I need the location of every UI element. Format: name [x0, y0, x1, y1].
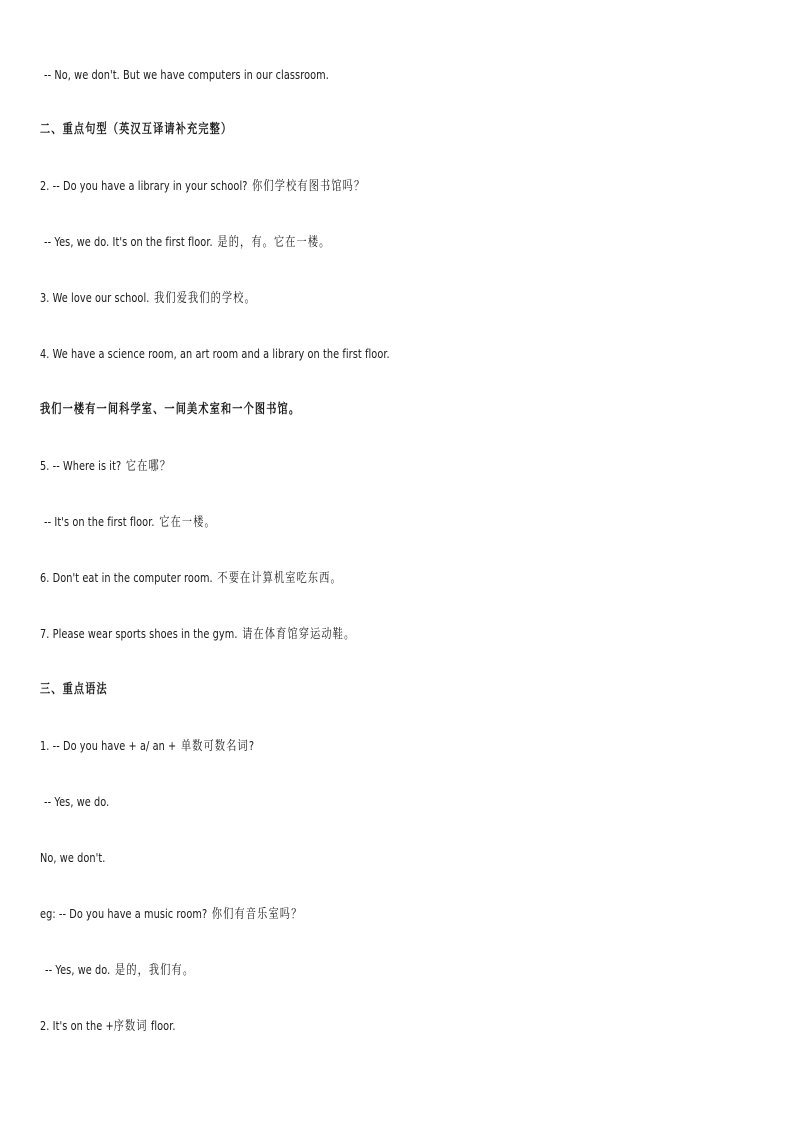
english-text: -- No, we don't. But we have computers in our classroom.	[44, 67, 329, 82]
text-line	[40, 346, 390, 362]
english-text-tail: ?	[248, 738, 255, 753]
text-line	[40, 906, 302, 923]
chinese-text: 单数可数名词	[180, 739, 249, 754]
text-line	[40, 850, 105, 866]
chinese-text: 二、重点句型（英汉互译请补充完整）	[40, 122, 233, 137]
english-text: eg: -- Do you have a music room?	[40, 906, 208, 921]
chinese-text: 你们学校有图书馆吗？	[252, 179, 366, 194]
text-line	[40, 626, 355, 643]
section-heading	[40, 682, 108, 698]
chinese-text: 你们有音乐室吗？	[211, 907, 303, 922]
text-line	[40, 178, 365, 195]
english-text: -- Yes, we do. It's on the first floor.	[44, 234, 213, 249]
english-text: No, we don't.	[40, 850, 106, 865]
english-text: 4. We have a science room, an art room and a library on the first floor.	[40, 346, 390, 361]
english-text: 5. -- Where is it?	[40, 458, 122, 473]
english-text: -- It's on the first floor.	[44, 514, 155, 529]
english-text: -- Yes, we do.	[44, 794, 110, 809]
chinese-text: 序数词	[113, 1019, 148, 1034]
chinese-text: 是的，我们有。	[115, 963, 195, 978]
text-line	[44, 514, 216, 531]
text-line	[44, 794, 109, 810]
english-text-tail: floor.	[147, 1018, 176, 1033]
chinese-text: 它在一楼。	[159, 515, 216, 530]
english-text: 2. It's on the +	[40, 1018, 114, 1033]
chinese-text: 三、重点语法	[40, 682, 108, 697]
english-text: -- Yes, we do.	[45, 962, 111, 977]
chinese-text: 我们一楼有一间科学室、一间美术室和一个图书馆。	[40, 402, 301, 417]
english-text: 3. We love our school.	[40, 290, 150, 305]
english-text: 2. -- Do you have a library in your school?	[40, 178, 248, 193]
text-line	[40, 402, 300, 418]
chinese-text: 我们爱我们的学校。	[154, 291, 256, 306]
english-text: 7. Please wear sports shoes in the gym.	[40, 626, 238, 641]
text-line	[45, 962, 194, 979]
chinese-text: 请在体育馆穿运动鞋。	[242, 627, 356, 642]
chinese-text: 是的，有。它在一楼。	[217, 235, 331, 250]
text-line	[40, 1018, 176, 1035]
text-line	[44, 67, 329, 83]
text-line	[40, 570, 342, 587]
section-heading	[40, 122, 232, 138]
text-line	[40, 458, 171, 475]
chinese-text: 不要在计算机室吃东西。	[217, 571, 342, 586]
text-line	[44, 234, 331, 251]
text-line	[40, 738, 254, 755]
english-text: 1. -- Do you have + a/ an +	[40, 738, 177, 753]
text-line	[40, 290, 256, 307]
chinese-text: 它在哪？	[125, 459, 172, 474]
english-text: 6. Don't eat in the computer room.	[40, 570, 213, 585]
